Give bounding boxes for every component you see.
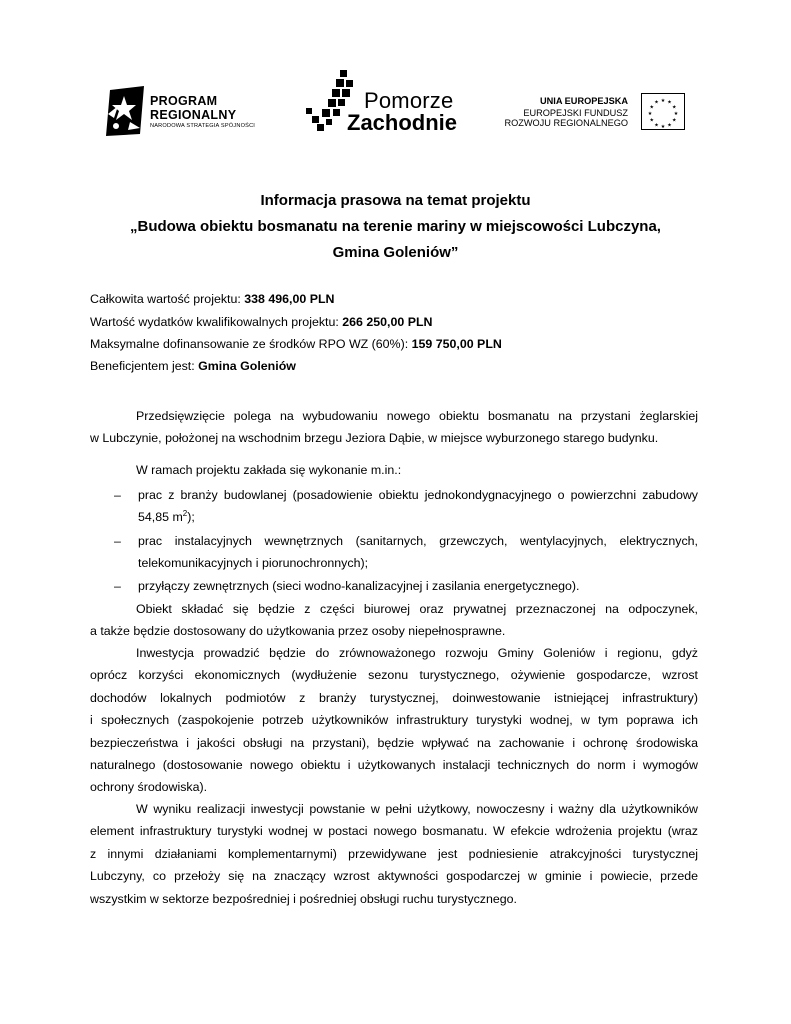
eu-fund-logo [500,91,686,133]
pomorze-logo-line2: Zachodnie [347,110,458,135]
paragraph-2-text: W ramach projektu zakłada się wykonanie m.in.: [136,463,402,477]
paragraph-2 [90,459,698,481]
eligible-value: 266 250,00 PLN [342,315,433,329]
paragraph-4-line: Inwestycja prowadzić będzie do zrównoważonego rozwoju Gminy Goleniów i regionu, gdyż [136,646,698,660]
program-logo-line1: PROGRAM [150,94,218,108]
paragraph-3 [90,598,698,643]
title-line2: „Budowa obiektu bosmanatu na terenie mariny w miejscowości Lubczyna, [130,218,661,235]
paragraph-5-line: Lubczyny, co przełoży się na znaczący wzrost aktywności gospodarczej w gminie i powiecie, przede [90,869,698,884]
program-regionalny-logo [104,82,264,138]
bullet-1-line1: prac z branży budowlanej (posadowienie obiektu jednokondygnacyjnego o powierzchni zabudowy [138,488,698,502]
pomorze-logo-line1: Pomorze [364,88,454,113]
title-line1: Informacja prasowa na temat projektu [260,192,531,209]
paragraph-4-line: oprócz korzyści ekonomicznych (wydłużenie sezonu turystycznego, ożywienie gospodarcze, wzrost [90,668,698,683]
pomorze-zachodnie-logo [302,68,462,136]
svg-text:★: ★ [660,98,666,104]
total-value-row [90,292,335,307]
beneficiary-row [90,359,296,374]
bullet-item-2 [90,530,698,575]
paragraph-1-line1: Przedsięwzięcie polega na wybudowaniu nowego obiektu bosmanatu na przystani żeglarskiej [136,409,698,423]
paragraph-5-line: z innymi działaniami komplementarnymi) przewidywane jest podniesienie atrakcyjności turystycznej [90,846,698,861]
svg-text:★: ★ [654,122,659,129]
paragraph-5 [90,798,698,910]
cofinance-value-row [90,337,502,352]
paragraph-3-line2: a także będzie dostosowany do użytkowania przez osoby niepełnosprawne. [90,624,506,639]
bullet-2-line2: telekomunikacyjnych i piorunochronnych); [138,556,369,571]
star-figure-icon [104,84,146,138]
eu-logo-line1: UNIA EUROPEJSKA [540,96,628,106]
bullet-item-3 [90,575,698,597]
eligible-value-row [90,315,433,330]
svg-text:★: ★ [672,117,677,124]
eu-logo-line2: EUROPEJSKI FUNDUSZ [523,108,628,118]
bullet-dash: – [114,579,121,593]
paragraph-3-line1: Obiekt składać się będzie z części biurowej oraz prywatnej przeznaczonej na odpoczynek, [136,602,698,616]
program-logo-line2: REGIONALNY [150,108,237,122]
paragraph-4-line: ochrony środowiska). [90,780,208,795]
paragraph-4 [90,642,698,799]
paragraph-5-line: wszystkim w sektorze bezpośredniej i pośredniej obsługi ruchu turystycznego. [90,891,517,906]
beneficiary-label: Beneficjentem jest: [90,359,199,373]
paragraph-5-line: element infrastruktury turystyki wodnej w postaci nowego bosmanatu. W efekcie wdrożenia projektu (wraz [90,824,698,839]
paragraph-4-line: dochodów lokalnych podmiotów z branży turystycznej, doinwestowanie istniejącej infrastruktury) [90,690,698,705]
total-value-label: Całkowita wartość projektu: [90,292,245,306]
paragraph-1-line2: w Lubczynie, położonej na wschodnim brzegu Jeziora Dąbie, w miejsce wyburzonego starego budynku. [90,431,659,446]
program-logo-line3: NARODOWA STRATEGIA SPÓJNOŚCI [150,123,256,129]
title-line3: Gmina Goleniów” [332,244,459,261]
svg-text:★: ★ [647,111,653,117]
svg-text:★: ★ [667,99,672,106]
cofinance-value: 159 750,00 PLN [411,337,502,351]
svg-text:★: ★ [673,111,679,117]
svg-text:★: ★ [654,99,659,106]
eu-logo-line3: ROZWOJU REGIONALNEGO [504,118,628,128]
eu-flag-icon [641,93,685,130]
cofinance-label: Maksymalne dofinansowanie ze środków RPO WZ (60%): [90,337,412,351]
eligible-value-label: Wartość wydatków kwalifikowalnych projektu: [90,315,343,329]
bullet-item-1 [90,484,698,529]
paragraph-4-line: i społecznych (zaspokojenie potrzeb użytkowników infrastruktury turystyki wodnej, w tym poprawa ich [90,713,698,728]
paragraph-4-line: bezpieczeństwa i jakości obsługi na przystani), będzie wpływać na zachowanie i ochronę środowiska [90,735,698,750]
total-value: 338 496,00 PLN [244,292,335,306]
bullet-1-line2: 54,85 $m^2$); [138,509,195,525]
svg-text:★: ★ [649,117,654,124]
beneficiary-value: Gmina Goleniów [198,359,296,373]
bullet-3-line1: przyłączy zewnętrznych (sieci wodno-kanalizacyjnej i zasilania energetycznego). [138,579,580,593]
svg-text:★: ★ [660,124,666,129]
svg-text:★: ★ [672,104,677,111]
bullet-dash: – [114,534,121,548]
paragraph-1 [90,405,698,450]
bullet-2-line1: prac instalacyjnych wewnętrznych (sanitarnych, grzewczych, wentylacyjnych, elektrycznych, [138,534,698,548]
paragraph-5-line: W wyniku realizacji inwestycji powstanie w pełni użytkowy, nowoczesny i ważny dla użytkowników [136,802,698,816]
paragraph-4-line: naturalnego (dostosowanie nowego obiektu i użytkowanych instalacji technicznych do norm i wymogów [90,758,698,773]
bullet-dash: – [114,488,121,502]
svg-text:★: ★ [649,104,654,111]
svg-text:★: ★ [667,122,672,129]
